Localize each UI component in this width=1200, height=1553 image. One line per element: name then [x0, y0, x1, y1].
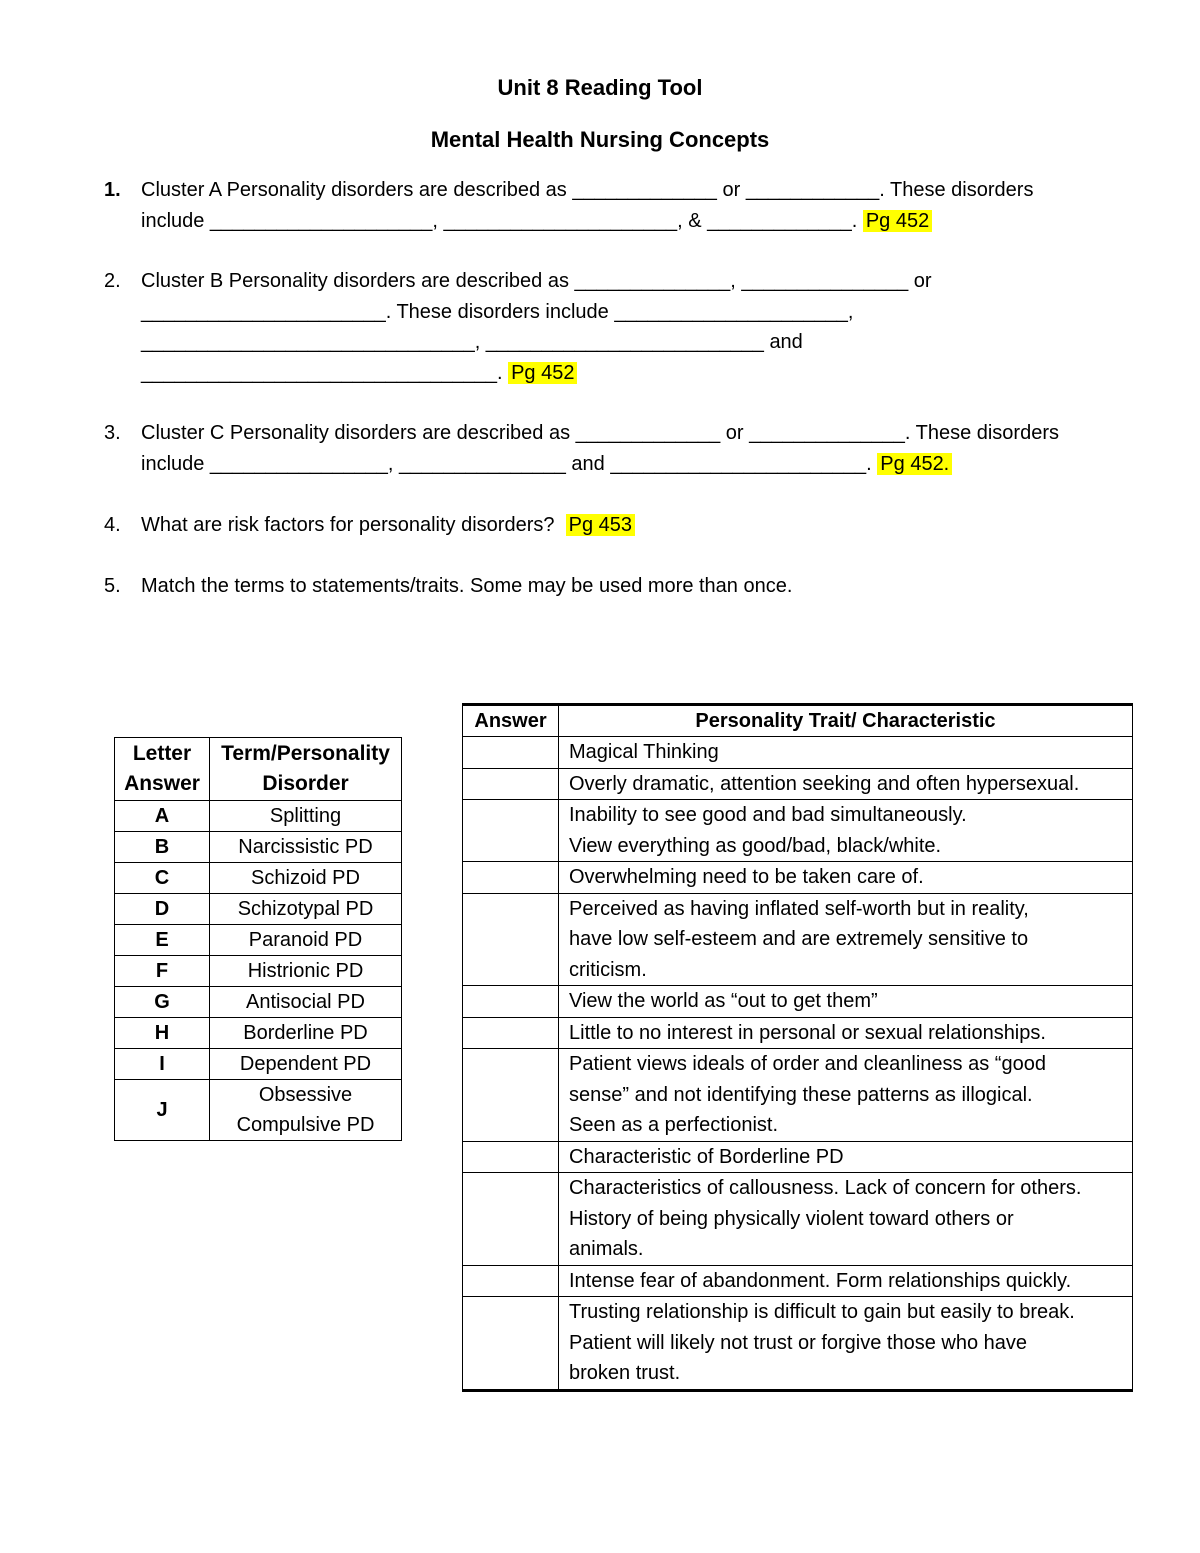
table-row: [115, 1018, 402, 1049]
answer-cell[interactable]: [463, 893, 559, 986]
letter-cell: E: [115, 925, 210, 956]
letter-cell: A: [115, 801, 210, 832]
trait-line: sense” and not identifying these patterns as illogical.: [569, 1083, 1033, 1106]
letter-cell: F: [115, 956, 210, 987]
trait-cell: [559, 893, 1133, 986]
trait-cell: [559, 737, 1133, 769]
trait-line: Characteristics of callousness. Lack of concern for others.: [569, 1177, 1082, 1199]
table-row: [463, 768, 1133, 800]
trait-line: Characteristic of Borderline PD: [569, 1145, 844, 1168]
trait-cell: [559, 768, 1133, 800]
table-row: [463, 1017, 1133, 1049]
table-row: [463, 862, 1133, 894]
trait-line: Little to no interest in personal or sexual relationships.: [569, 1021, 1046, 1044]
letter-cell: G: [115, 987, 210, 1018]
term-cell: Schizotypal PD: [210, 894, 402, 925]
term-cell: Antisocial PD: [210, 987, 402, 1018]
trait-line: Overly dramatic, attention seeking and often hypersexual.: [569, 772, 1080, 795]
question-5: [104, 571, 1124, 602]
table-row: [463, 986, 1133, 1018]
trait-line: Perceived as having inflated self-worth but in reality,: [569, 897, 1029, 920]
letter-cell: D: [115, 894, 210, 925]
trait-cell: [559, 1141, 1133, 1173]
question-number: 3.: [104, 422, 121, 444]
question-line: ______________________. These disorders include _____________________,: [141, 300, 854, 323]
letter-cell: H: [115, 1018, 210, 1049]
table-row: [115, 987, 402, 1018]
trait-cell: [559, 986, 1133, 1018]
trait-line: Inability to see good and bad simultaneously.: [569, 804, 967, 826]
question-number: 1.: [104, 179, 121, 201]
table-row: [115, 832, 402, 863]
table-row: [115, 863, 402, 894]
answer-cell[interactable]: [463, 986, 559, 1018]
page-ref-highlight: Pg 452: [863, 210, 932, 232]
trait-line: Overwhelming need to be taken care of.: [569, 866, 924, 888]
term-cell: Borderline PD: [210, 1018, 402, 1049]
term-cell: Narcissistic PD: [210, 832, 402, 863]
traits-table-header: [463, 705, 1133, 737]
trait-line: View the world as “out to get them”: [569, 990, 878, 1012]
trait-line: Patient views ideals of order and cleanliness as “good: [569, 1053, 1046, 1075]
answer-cell[interactable]: [463, 862, 559, 894]
letter-cell: J: [115, 1080, 210, 1141]
answer-cell[interactable]: [463, 1141, 559, 1173]
page-ref-highlight: Pg 452.: [877, 453, 952, 475]
trait-line: have low self-esteem and are extremely sensitive to: [569, 928, 1029, 950]
question-3: [104, 418, 1124, 479]
trait-line: View everything as good/bad, black/white.: [569, 834, 942, 857]
answer-cell[interactable]: [463, 768, 559, 800]
answer-cell[interactable]: [463, 1297, 559, 1391]
question-number: 2.: [104, 270, 121, 292]
table-row: [463, 800, 1133, 862]
term-cell: Obsessive Compulsive PD: [210, 1080, 402, 1141]
question-line: What are risk factors for personality disorders?: [141, 514, 555, 536]
question-line: include ____________________, _____________________, & _____________.: [141, 209, 858, 232]
answer-cell[interactable]: [463, 1173, 559, 1266]
question-line: include ________________, _______________ and _______________________.: [141, 452, 872, 475]
trait-cell: [559, 800, 1133, 862]
question-2: [104, 266, 1124, 388]
table-row: [115, 801, 402, 832]
trait-line: Intense fear of abandonment. Form relationships quickly.: [569, 1269, 1072, 1292]
trait-line: History of being physically violent toward others or: [569, 1207, 1014, 1230]
trait-line: Seen as a perfectionist.: [569, 1114, 779, 1136]
question-line: Cluster B Personality disorders are described as ______________, _______________ or: [141, 270, 932, 292]
answer-cell[interactable]: [463, 800, 559, 862]
question-number: 4.: [104, 514, 121, 536]
trait-line: criticism.: [569, 958, 647, 981]
trait-cell: [559, 1049, 1133, 1142]
page-title: Unit 8 Reading Tool: [497, 75, 703, 100]
table-row: [463, 1265, 1133, 1297]
table-row: [115, 925, 402, 956]
term-cell: Splitting: [210, 801, 402, 832]
header-trait: Personality Trait/ Characteristic: [559, 705, 1133, 737]
page-ref-highlight: Pg 452: [508, 362, 577, 384]
terms-table-header: [115, 738, 402, 801]
trait-cell: [559, 1297, 1133, 1391]
trait-line: Magical Thinking: [569, 741, 719, 763]
question-line: Cluster C Personality disorders are described as _____________ or ______________. These disorders: [141, 422, 1059, 444]
trait-line: broken trust.: [569, 1362, 681, 1384]
term-cell: Histrionic PD: [210, 956, 402, 987]
table-row: [463, 1297, 1133, 1391]
trait-line: Trusting relationship is difficult to gain but easily to break.: [569, 1301, 1075, 1323]
table-row: [463, 1141, 1133, 1173]
traits-table: [462, 703, 1133, 1392]
answer-cell[interactable]: [463, 1265, 559, 1297]
letter-cell: I: [115, 1049, 210, 1080]
table-row: [115, 1080, 402, 1141]
answer-cell[interactable]: [463, 737, 559, 769]
term-cell: Paranoid PD: [210, 925, 402, 956]
trait-cell: [559, 1265, 1133, 1297]
question-4: [104, 510, 1124, 541]
question-line: Cluster A Personality disorders are described as _____________ or ____________. These disorders: [141, 179, 1034, 201]
page-ref-highlight: Pg 453: [566, 514, 635, 536]
trait-line: animals.: [569, 1238, 644, 1260]
header-term: Term/Personality Disorder: [210, 738, 402, 801]
header-letter-answer: Letter Answer: [115, 738, 210, 801]
table-row: [463, 1173, 1133, 1266]
trait-cell: [559, 1173, 1133, 1266]
table-row: [115, 956, 402, 987]
term-cell: Dependent PD: [210, 1049, 402, 1080]
table-row: [463, 737, 1133, 769]
terms-table: [114, 737, 402, 1141]
letter-cell: B: [115, 832, 210, 863]
question-number: 5.: [104, 575, 121, 597]
answer-cell[interactable]: [463, 1049, 559, 1142]
question-line: Match the terms to statements/traits. Some may be used more than once.: [141, 575, 793, 597]
trait-line: Patient will likely not trust or forgive those who have: [569, 1331, 1027, 1354]
table-row: [115, 1049, 402, 1080]
trait-cell: [559, 1017, 1133, 1049]
table-row: [463, 893, 1133, 986]
header-answer: Answer: [463, 705, 559, 737]
trait-cell: [559, 862, 1133, 894]
table-row: [463, 1049, 1133, 1142]
term-cell: Schizoid PD: [210, 863, 402, 894]
table-row: [115, 894, 402, 925]
question-1: [104, 175, 1124, 236]
page-subtitle: Mental Health Nursing Concepts: [430, 127, 770, 152]
question-line: ______________________________, _________________________ and: [141, 331, 803, 353]
answer-cell[interactable]: [463, 1017, 559, 1049]
question-line: ________________________________.: [141, 361, 503, 384]
letter-cell: C: [115, 863, 210, 894]
